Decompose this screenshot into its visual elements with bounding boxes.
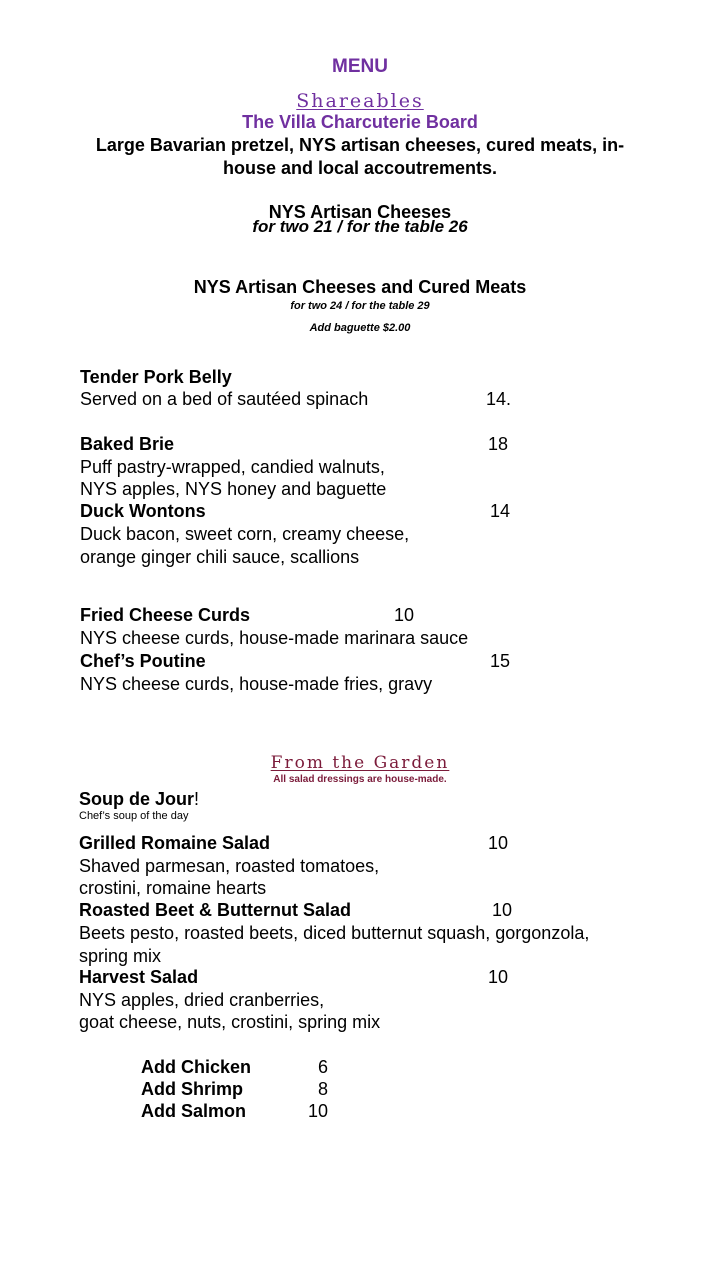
item-price: 10 — [488, 833, 509, 853]
soup-title — [79, 789, 199, 810]
item-desc: Puff pastry-wrapped, candied walnuts, — [80, 457, 385, 477]
item-desc: crostini, romaine hearts — [79, 878, 267, 898]
cheeses-meats-title: NYS Artisan Cheeses and Cured Meats — [193, 277, 527, 297]
addon-name: Add Shrimp — [141, 1079, 243, 1099]
item-name: Roasted Beet & Butternut Salad — [79, 900, 352, 920]
item-price: 10 — [394, 605, 415, 625]
item-price: 10 — [492, 900, 513, 920]
item-price: 18 — [488, 434, 509, 454]
addon-price: 6 — [317, 1057, 328, 1077]
addon-price: 8 — [317, 1079, 328, 1099]
item-name: Grilled Romaine Salad — [79, 833, 271, 853]
item-name: Duck Wontons — [80, 501, 206, 521]
garden-note: All salad dressings are house-made. — [273, 774, 447, 785]
item-desc: Duck bacon, sweet corn, creamy cheese, — [80, 524, 410, 544]
item-desc: NYS cheese curds, house-made fries, gravy — [80, 674, 433, 694]
item-name: Harvest Salad — [79, 967, 199, 987]
baguette-addon: Add baguette $2.00 — [309, 322, 411, 334]
charcuterie-desc-line2: house and local accoutrements. — [222, 158, 498, 178]
artisan-cheeses-title: NYS Artisan Cheeses — [268, 202, 452, 222]
item-name: Fried Cheese Curds — [80, 605, 251, 625]
item-name: Chef’s Poutine — [80, 651, 206, 671]
item-desc: Served on a bed of sautéed spinach — [80, 389, 369, 409]
item-desc: Beets pesto, roasted beets, diced butternut squash, gorgonzola, — [79, 923, 590, 943]
item-price: 14 — [490, 501, 511, 521]
item-desc: Shaved parmesan, roasted tomatoes, — [79, 856, 380, 876]
item-name: Baked Brie — [80, 434, 175, 454]
item-desc: spring mix — [79, 946, 162, 966]
garden-heading: From the Garden — [270, 753, 450, 773]
item-price: 10 — [488, 967, 509, 987]
soup-desc: Chef’s soup of the day — [79, 810, 189, 822]
charcuterie-desc-line1: Large Bavarian pretzel, NYS artisan cheeses, cured meats, in- — [95, 135, 625, 155]
menu-title: MENU — [332, 56, 388, 77]
item-name: Tender Pork Belly — [80, 367, 232, 387]
addon-name: Add Salmon — [141, 1101, 247, 1121]
charcuterie-board-title: The Villa Charcuterie Board — [242, 112, 478, 132]
item-price: 14. — [486, 389, 512, 409]
artisan-cheeses-price: for two 21 / for the table 26 — [252, 217, 468, 236]
shareables-heading: Shareables — [296, 90, 424, 112]
addon-price: 10 — [307, 1101, 328, 1121]
item-desc: goat cheese, nuts, crostini, spring mix — [79, 1012, 381, 1032]
item-price: 15 — [490, 651, 511, 671]
cheeses-meats-price: for two 24 / for the table 29 — [290, 300, 430, 312]
item-desc: orange ginger chili sauce, scallions — [80, 547, 360, 567]
soup-exclaim: ! — [194, 789, 200, 809]
item-desc: NYS apples, NYS honey and baguette — [80, 479, 387, 499]
soup-name: Soup de Jour — [79, 789, 195, 809]
item-desc: NYS apples, dried cranberries, — [79, 990, 325, 1010]
item-desc: NYS cheese curds, house-made marinara sauce — [80, 628, 469, 648]
addon-name: Add Chicken — [141, 1057, 252, 1077]
